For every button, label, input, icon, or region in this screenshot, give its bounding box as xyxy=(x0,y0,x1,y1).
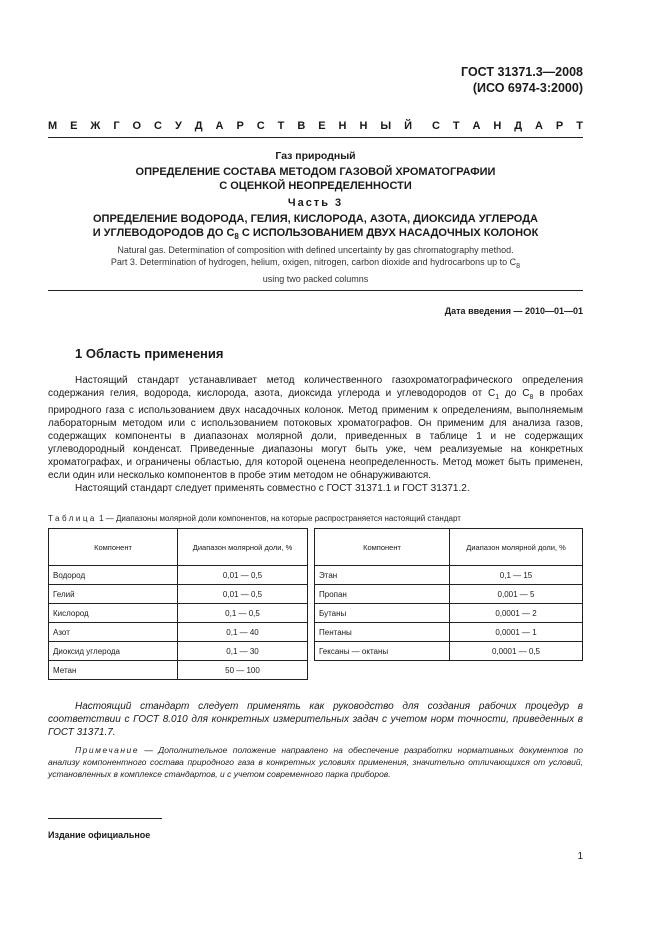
component-cell: Пентаны xyxy=(315,623,450,642)
range-cell: 0,01 — 0,5 xyxy=(178,585,308,604)
part-title: ОПРЕДЕЛЕНИЕ ВОДОРОДА, ГЕЛИЯ, КИСЛОРОДА, АЗОТА, ДИОКСИДА УГЛЕРОДА И УГЛЕВОДОРОДОВ ДО $С_8$ С ИСПОЛЬЗОВАНИЕМ ДВУХ НАСАДОЧНЫХ КОЛОНОК xyxy=(92,213,539,242)
scope-paragraph-1: Настоящий стандарт устанавливает метод количественного газохроматографического определения содержания гелия, водорода, кислорода, азота, диоксида углерода и углеводородов от $С_1$ до $С_8$ в пробах природного газа с использованием двух насадочных колонок. Метод применим к определениям, выполняемым лабораторным методом или с использованием потоковых хроматографов. Он применим для анализа газов, содержащих компоненты в диапазонах молярной доли, приведенных в таблице 1 и не содержащих углеводородный конденсат. Приведенные диапазоны могут быть уже, чем реализуемые на конкретных хроматографах, и ограничены областью, для которой оценена неопределенность. Метод может быть применен, если один или несколько компонентов в пробе этим методом не обнаруживаются. xyxy=(48,375,583,481)
banner-word-2: С Т А Н Д А Р Т xyxy=(432,120,583,132)
iso-number: (ИСО 6974-3:2000) xyxy=(472,81,583,95)
table-row xyxy=(315,585,583,604)
col-header-component: Компонент xyxy=(315,529,450,566)
table-row xyxy=(315,604,583,623)
table-row xyxy=(49,604,308,623)
part-heading: Часть 3 xyxy=(287,197,344,209)
document-subject: Газ природный xyxy=(275,150,356,162)
table-row xyxy=(315,623,583,642)
component-cell: Пропан xyxy=(315,585,450,604)
note-paragraph: Примечание — Дополнительное положение направлено на обеспечение разработки нормативных документов по анализу компонентного состава природного газа в конкретных условиях применения, значительно отличающихся от условий, установленных в комплексе стандартов, и с учетом современного парка приборов. xyxy=(48,745,583,779)
component-cell: Гелий xyxy=(49,585,178,604)
section-heading: 1 Область применения xyxy=(75,346,224,361)
table-row xyxy=(315,642,583,661)
component-cell: Азот xyxy=(49,623,178,642)
components-table-left xyxy=(48,528,308,680)
edition-label: Издание официальное xyxy=(48,830,151,840)
effective-date: Дата введения — 2010—01—01 xyxy=(444,306,583,316)
english-title: Natural gas. Determination of composition with defined uncertainty by gas chromatography method. Part 3. Determination of hydrogen, helium, oxigen, nitrogen, carbon dioxide and hydrocarbons up to $C_8$ using two packed columns xyxy=(110,245,521,284)
range-cell: 0,1 — 15 xyxy=(450,566,583,585)
col-header-range: Диапазон молярной доли, % xyxy=(178,529,308,566)
range-cell: 0,001 — 5 xyxy=(450,585,583,604)
table-row xyxy=(49,585,308,604)
range-cell: 0,1 — 40 xyxy=(178,623,308,642)
table-row xyxy=(49,661,308,680)
table-row xyxy=(49,566,308,585)
banner-word-1: М Е Ж Г О С У Д А Р С Т В Е Н Н Ы Й xyxy=(48,120,412,132)
component-cell: Этан xyxy=(315,566,450,585)
components-table-right xyxy=(314,528,583,661)
component-cell: Диоксид углерода xyxy=(49,642,178,661)
title-rule xyxy=(48,290,583,291)
table-caption: Таблица 1 — Диапазоны молярной доли компонентов, на которые распространяется настоящий стандарт xyxy=(48,514,461,523)
footer-rule xyxy=(48,818,162,819)
component-cell: Водород xyxy=(49,566,178,585)
range-cell: 0,01 — 0,5 xyxy=(178,566,308,585)
standard-number: ГОСТ 31371.3—2008 xyxy=(461,65,583,79)
component-cell: Метан xyxy=(49,661,178,680)
component-cell: Бутаны xyxy=(315,604,450,623)
page-number: 1 xyxy=(577,851,583,862)
component-cell: Кислород xyxy=(49,604,178,623)
standard-designation xyxy=(461,64,583,96)
document-title: ОПРЕДЕЛЕНИЕ СОСТАВА МЕТОДОМ ГАЗОВОЙ ХРОМАТОГРАФИИ С ОЦЕНКОЙ НЕОПРЕДЕЛЕННОСТИ xyxy=(135,166,496,192)
scope-paragraph-2: Настоящий стандарт следует применять совместно с ГОСТ 31371.1 и ГОСТ 31371.2. xyxy=(75,483,470,494)
range-cell: 50 — 100 xyxy=(178,661,308,680)
italic-paragraph: Настоящий стандарт следует применять как руководство для создания рабочих процедур в соответствии с ГОСТ 8.010 для конкретных измерительных задач с учетом норм точности, приведенных в ГОСТ 31371.7. xyxy=(48,701,583,738)
range-cell: 0,0001 — 2 xyxy=(450,604,583,623)
component-cell: Гексаны — октаны xyxy=(315,642,450,661)
range-cell: 0,1 — 0,5 xyxy=(178,604,308,623)
table-row xyxy=(49,642,308,661)
range-cell: 0,0001 — 1 xyxy=(450,623,583,642)
interstate-standard-banner xyxy=(48,120,583,132)
col-header-component: Компонент xyxy=(49,529,178,566)
col-header-range: Диапазон молярной доли, % xyxy=(450,529,583,566)
table-row xyxy=(315,566,583,585)
range-cell: 0,0001 — 0,5 xyxy=(450,642,583,661)
range-cell: 0,1 — 30 xyxy=(178,642,308,661)
banner-rule xyxy=(48,137,583,138)
table-row xyxy=(49,623,308,642)
